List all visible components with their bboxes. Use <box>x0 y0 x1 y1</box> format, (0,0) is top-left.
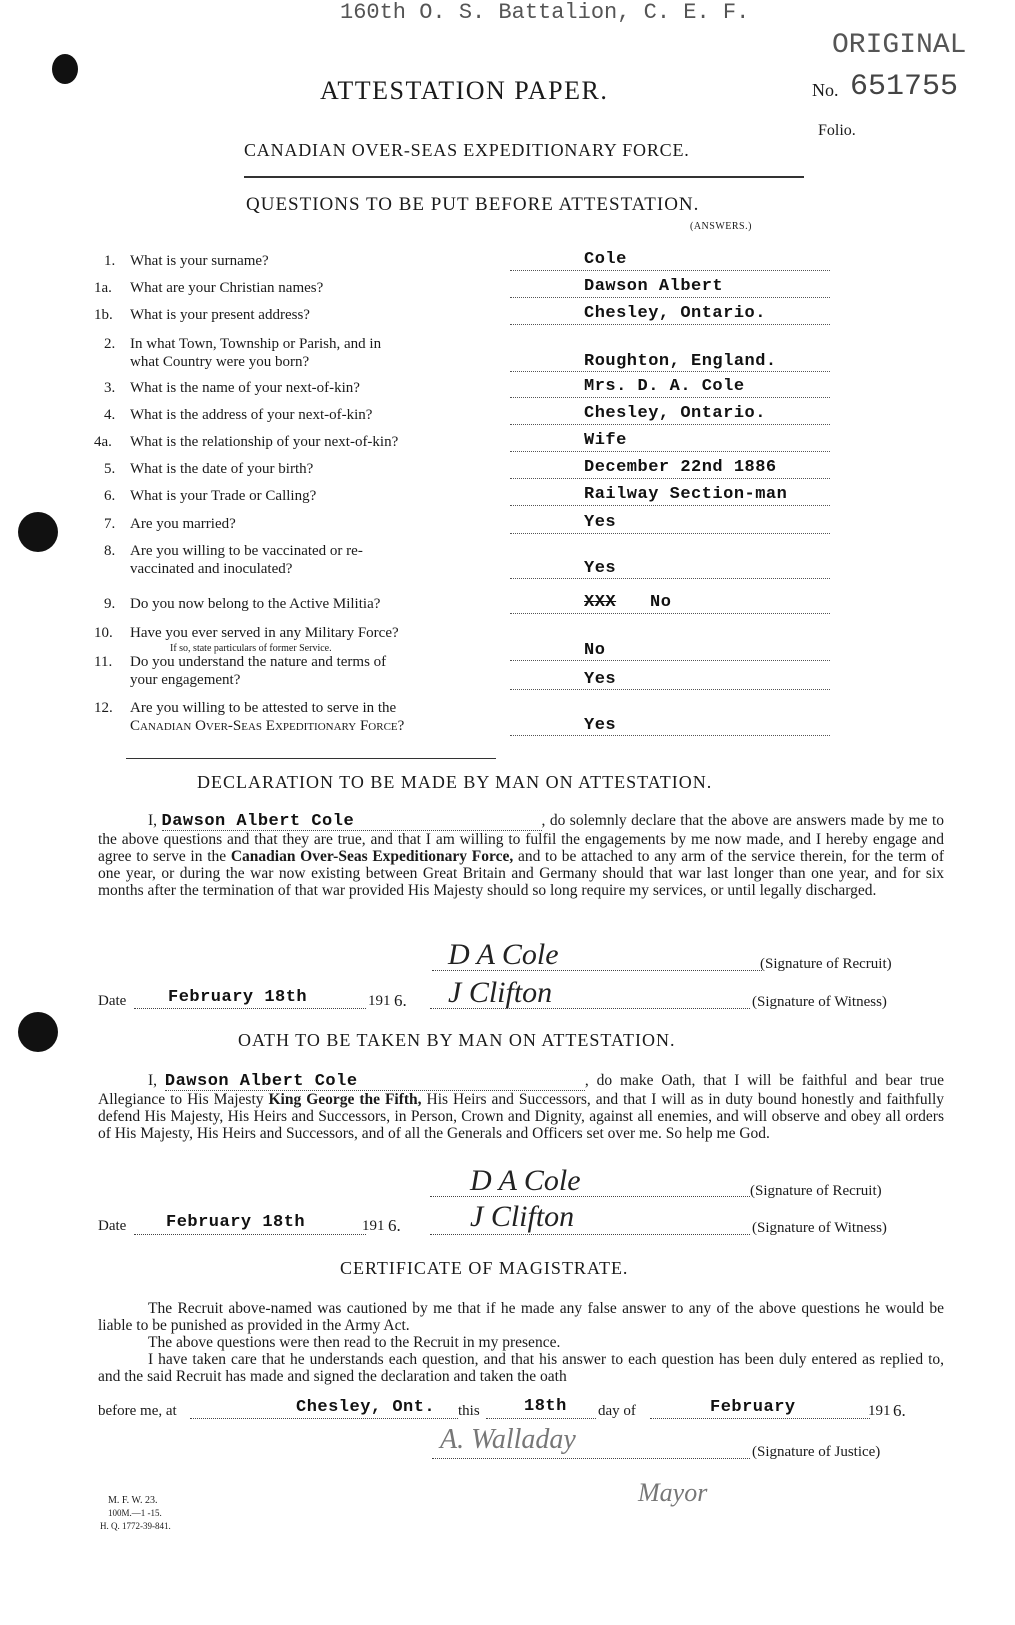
question-text: Do you now belong to the Active Militia? <box>130 596 381 612</box>
declaration-year-prefix: 191 <box>368 993 391 1009</box>
oath-witness-signature: J Clifton <box>470 1200 575 1233</box>
question-text: What is your present address? <box>130 307 310 323</box>
question-answer: Wife <box>584 431 627 450</box>
justice-sig-label: (Signature of Justice) <box>752 1444 881 1460</box>
witness-signature: J Clifton <box>448 976 553 1009</box>
questions-rule <box>126 758 496 759</box>
question-answer: Yes <box>584 670 617 689</box>
this-label: this <box>458 1403 480 1419</box>
answer-line <box>510 505 830 506</box>
question-text: What is the address of your next-of-kin? <box>130 407 373 423</box>
folio-label: Folio. <box>818 122 856 139</box>
question-answer: December 22nd 1886 <box>584 458 777 477</box>
answer-line <box>510 735 830 736</box>
question-text: In what Town, Township or Parish, and in <box>130 336 382 352</box>
question-text: Have you ever served in any Military Force? <box>130 625 399 641</box>
question-number: 11. <box>94 654 113 670</box>
battalion-stamp: 160th O. S. Battalion, C. E. F. <box>340 0 750 25</box>
question-number: 10. <box>94 625 113 641</box>
page-subtitle: CANADIAN OVER-SEAS EXPEDITIONARY FORCE. <box>244 140 690 160</box>
number-label: No. <box>812 80 839 100</box>
question-number: 9. <box>104 596 116 612</box>
question-text-cont: If so, state particulars of former Service. <box>170 643 332 654</box>
form-code: M. F. W. 23. <box>108 1495 158 1506</box>
page-title: ATTESTATION PAPER. <box>320 76 609 105</box>
oath-year-prefix: 191 <box>362 1218 385 1234</box>
question-answer: No <box>584 641 606 660</box>
magistrate-day: 18th <box>524 1397 567 1416</box>
question-number: 1b. <box>94 307 113 323</box>
witness-sig-line <box>430 1008 750 1009</box>
question-number: 5. <box>104 461 116 477</box>
question-number: 4. <box>104 407 116 423</box>
question-text: What is the name of your next-of-kin? <box>130 380 360 396</box>
certificate-text <box>98 1300 944 1385</box>
recruit-sig-line <box>432 970 762 971</box>
question-answer: Railway Section-man <box>584 485 788 504</box>
declaration-year-suffix: 6. <box>394 991 407 1010</box>
punch-hole <box>18 1012 58 1052</box>
answer-line <box>510 324 830 325</box>
question-text: Are you willing to be attested to serve in the <box>130 700 397 716</box>
certificate-paragraph-3: I have taken care that he understands each question, and that his answer to each question has been duly entered as replied to, and the said Recruit has made and signed the declaration and taken the oath <box>98 1351 944 1385</box>
question-text: Are you married? <box>130 516 236 532</box>
question-number: 7. <box>104 516 116 532</box>
punch-hole <box>52 54 78 84</box>
question-text-cont: Canadian Over-Seas Expeditionary Force? <box>130 718 405 734</box>
certificate-paragraph-1: The Recruit above-named was cautioned by me that if he made any false answer to any of the above questions he would be liable to be punished as provided in the Army Act. <box>98 1300 944 1334</box>
questions-heading: QUESTIONS TO BE PUT BEFORE ATTESTATION. <box>246 194 700 215</box>
oath-recruit-signature: D A Cole <box>470 1164 581 1197</box>
question-text-cont: vaccinated and inoculated? <box>130 561 293 577</box>
declaration-date: February 18th <box>168 988 308 1007</box>
declaration-text-2: made by me to the above questions and that they are true, and that I am willing to fulfil the engagements by me now made, and I hereby engage and agree to serve in the <box>98 812 945 865</box>
question-text-cont: what Country were you born? <box>130 354 310 370</box>
justice-sig-line <box>432 1458 750 1459</box>
oath-date-label: Date <box>98 1218 127 1234</box>
place-line <box>190 1418 458 1419</box>
oath-king-name: King George the Fifth, <box>268 1091 422 1108</box>
oath-recruit-sig-label: (Signature of Recruit) <box>750 1183 882 1199</box>
print-run: 100M.—1 -15. <box>108 1508 162 1518</box>
declaration-force-name: Canadian Over-Seas Expeditionary Force, <box>230 848 514 865</box>
oath-text <box>98 1072 944 1142</box>
answer-line <box>510 424 830 425</box>
original-stamp: ORIGINAL <box>832 30 967 61</box>
answer-line <box>510 451 830 452</box>
question-number: 12. <box>94 700 113 716</box>
question-answer: Yes <box>584 559 617 578</box>
oath-heading: OATH TO BE TAKEN BY MAN ON ATTESTATION. <box>238 1030 676 1050</box>
oath-text-1: , do make Oath, that I will be faithful and <box>584 1072 878 1089</box>
question-answer: Roughton, England. <box>584 352 777 371</box>
oath-recruit-sig-line <box>430 1196 750 1197</box>
question-answer: Dawson Albert <box>584 277 724 296</box>
answer-line <box>510 270 830 271</box>
question-number: 3. <box>104 380 116 396</box>
question-text: What is your surname? <box>130 253 269 269</box>
question-text: Are you willing to be vaccinated or re- <box>130 543 363 559</box>
header-rule <box>244 176 804 178</box>
question-text: What is the date of your birth? <box>130 461 314 477</box>
recruit-sig-label: (Signature of Recruit) <box>760 956 892 972</box>
certificate-heading: CERTIFICATE OF MAGISTRATE. <box>340 1258 629 1278</box>
magistrate-year-prefix: 191 <box>868 1403 891 1419</box>
justice-title: Mayor <box>638 1478 708 1507</box>
regimental-number: 651755 <box>850 70 959 104</box>
magistrate-year-suffix: 6. <box>893 1401 906 1420</box>
declaration-prefix: I, <box>148 812 158 829</box>
question-text: What is the relationship of your next-of-kin? <box>130 434 399 450</box>
answer-line <box>510 478 830 479</box>
question-number: 8. <box>104 543 116 559</box>
question-number: 1a. <box>94 280 112 296</box>
question-answer: Chesley, Ontario. <box>584 304 766 323</box>
oath-prefix: I, <box>148 1072 158 1089</box>
struck-answer: XXX <box>584 593 617 612</box>
certificate-paragraph-2: The above questions were then read to the Recruit in my presence. <box>148 1334 561 1351</box>
oath-witness-sig-line <box>430 1234 750 1235</box>
answer-line <box>510 371 830 372</box>
declaration-date-label: Date <box>98 993 127 1009</box>
question-number: 6. <box>104 488 116 504</box>
answer-line <box>510 397 830 398</box>
question-answer: Yes <box>584 716 617 735</box>
question-answer: Cole <box>584 250 627 269</box>
oath-date-line <box>134 1234 366 1235</box>
question-number: 1. <box>104 253 116 269</box>
oath-date: February 18th <box>166 1213 306 1232</box>
question-answer: Yes <box>584 513 617 532</box>
oath-witness-sig-label: (Signature of Witness) <box>752 1220 887 1236</box>
before-me-label: before me, at <box>98 1403 177 1419</box>
answer-line <box>510 297 830 298</box>
oath-text-2: bear true Allegiance to His Majesty <box>98 1072 944 1108</box>
magistrate-place: Chesley, Ont. <box>296 1398 436 1417</box>
recruit-signature: D A Cole <box>448 938 559 971</box>
question-number: 2. <box>104 336 116 352</box>
oath-name: Dawson Albert Cole <box>165 1073 585 1091</box>
punch-hole <box>18 512 58 552</box>
justice-signature: A. Walladay <box>440 1424 576 1455</box>
question-text: What is your Trade or Calling? <box>130 488 317 504</box>
answers-label: (ANSWERS.) <box>690 221 752 232</box>
magistrate-month: February <box>710 1398 796 1417</box>
answer-line <box>510 613 830 614</box>
question-text: Do you understand the nature and terms of <box>130 654 387 670</box>
question-number: 4a. <box>94 434 112 450</box>
declaration-text-3: and to be attached to any arm of the service therein, for the term of one year, or during the war now existing between Great Britain and Germany should that war last longer than one year, and for six months after the termination of that war provided His Majesty should so long require my services, or until legally discharged. <box>98 848 945 899</box>
declaration-heading: DECLARATION TO BE MADE BY MAN ON ATTESTATION. <box>197 772 713 792</box>
declaration-name: Dawson Albert Cole <box>162 813 542 831</box>
answer-line <box>510 660 830 661</box>
question-answer: Chesley, Ontario. <box>584 404 766 423</box>
question-answer: No <box>650 593 672 612</box>
answer-line <box>510 578 830 579</box>
question-text: What are your Christian names? <box>130 280 324 296</box>
month-line <box>650 1418 870 1419</box>
declaration-date-line <box>134 1008 366 1009</box>
day-of-label: day of <box>598 1403 636 1419</box>
question-text-cont: your engagement? <box>130 672 241 688</box>
declaration-text-1: , do solemnly declare that the above are answers <box>541 812 847 829</box>
declaration-text <box>98 812 944 899</box>
question-answer: Mrs. D. A. Cole <box>584 377 745 396</box>
witness-sig-label: (Signature of Witness) <box>752 994 887 1010</box>
oath-year-suffix: 6. <box>388 1216 401 1235</box>
hq-number: H. Q. 1772-39-841. <box>100 1521 171 1531</box>
day-line <box>486 1418 596 1419</box>
answer-line <box>510 533 830 534</box>
answer-line <box>510 689 830 690</box>
oath-text-3: His Heirs and Successors, and that I will as in duty bound honestly and faithfully defend His Majesty, His Heirs and Successors, in Person, Crown and Dignity, against all enemies, and will observe and obey all orders of His Majesty, His Heirs and Successors, and of all the Generals and Officers set over me. So help me God. <box>98 1091 945 1142</box>
